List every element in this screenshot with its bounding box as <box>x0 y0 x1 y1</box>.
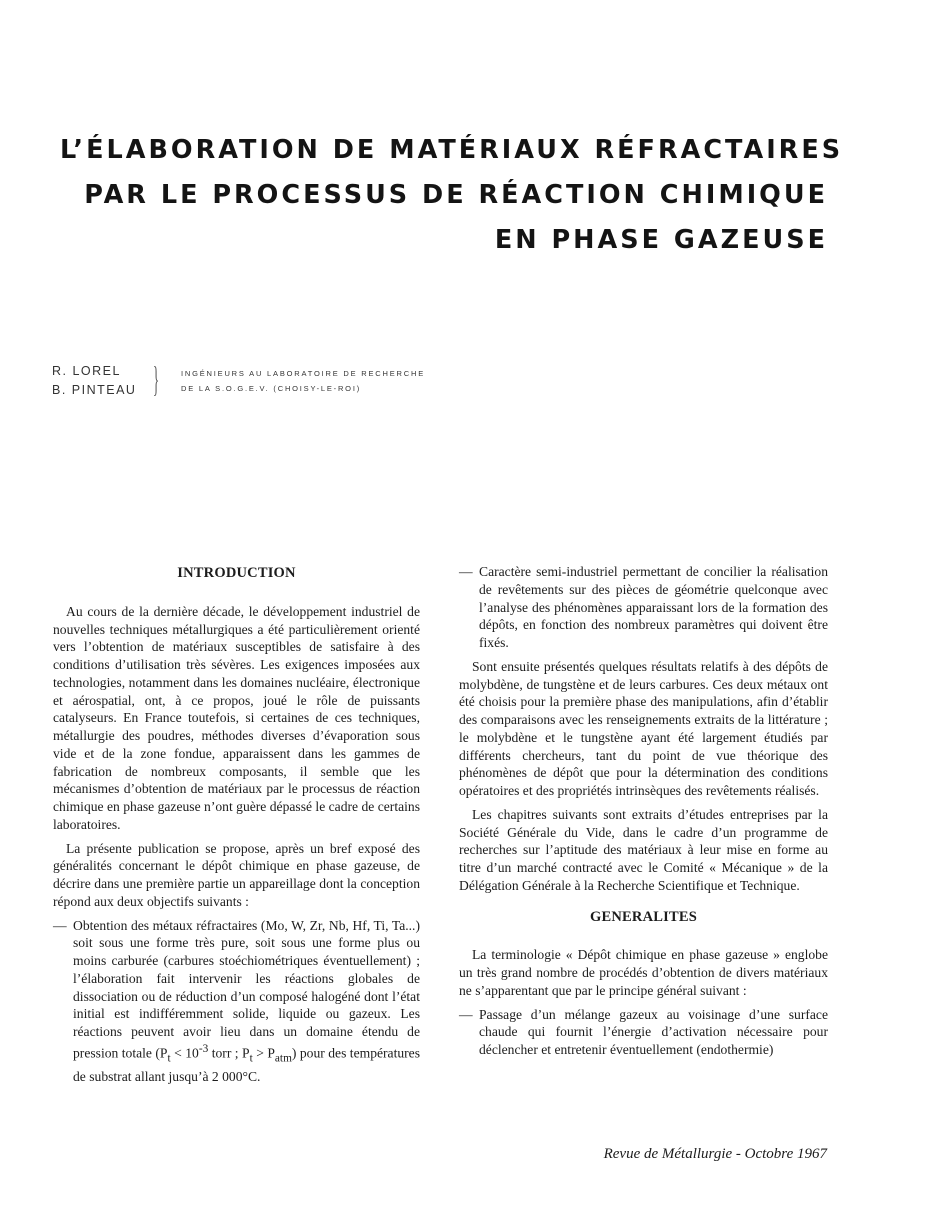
objective-text: Caractère semi-industriel permettant de concilier la réalisation de revêtements sur des pièces de géométrie quelconque avec l’analyse des phénomènes apparaissant lors de la formation des dépôts, en fonction des nombreux paramètres qui doivent être fixés. <box>479 564 828 650</box>
affiliation-line: INGÉNIEURS AU LABORATOIRE DE RECHERCHE <box>181 369 425 378</box>
objective-text: torr ; P <box>208 1045 250 1061</box>
objective-text: < 10 <box>170 1045 199 1061</box>
objective-item <box>459 563 828 652</box>
author-name: B. PINTEAU <box>52 383 137 397</box>
section-heading-introduction: INTRODUCTION <box>177 565 296 581</box>
dash-mark: — <box>459 564 473 579</box>
generalites-item <box>459 1006 828 1059</box>
left-column <box>53 563 420 1092</box>
objective-text: Obtention des métaux réfractaires (Mo, W, Zr, Nb, Hf, Ti, Ta...) soit sous une forme très pure, soit sous une forme plus ou moins carburée (carbures stoéchiométriques éventuellement) ; l’élaboration fait intervenir les réactions globales de dissociation ou de réduction d’un composé halogéné dont l’état initial est indifféremment solide, liquide ou gazeux. Les réactions peuvent avoir lieu dans un domaine étendu de pression totale (P <box>73 917 420 1061</box>
subscript: t <box>167 1052 171 1064</box>
paragraph: Sont ensuite présentés quelques résultats relatifs à des dépôts de molybdène, de tungstène et de leurs carbures. Ces deux métaux ont été choisis pour la première phase des manipulations, afin d’établir des comparaisons avec les renseignements extraits de la littérature ; le molybdène et le tungstène ayant été largement étudiés par différents chercheurs, tant du point de vue théorique des phénomènes de dépôt que pour la détermination des conditions opératoires et des propriétés intrinsèques des revêtements réalisés. <box>459 658 828 798</box>
author-name: R. LOREL <box>52 364 121 378</box>
paragraph: La terminologie « Dépôt chimique en phase gazeuse » englobe un très grand nombre de procédés d’obtention de divers matériaux ne s’apparentant que par le principe général suivant : <box>459 947 828 998</box>
affiliation-line: DE LA S.O.G.E.V. (CHOISY-LE-ROI) <box>181 384 361 393</box>
author-list <box>52 362 136 400</box>
title-line: L’ÉLABORATION DE MATÉRIAUX RÉFRACTAIRES <box>60 135 844 165</box>
title-line: EN PHASE GAZEUSE <box>494 225 828 255</box>
right-column <box>459 563 828 1065</box>
author-brace: } <box>153 359 160 399</box>
article-title <box>60 128 844 263</box>
objective-item <box>53 917 420 1086</box>
author-affiliation <box>181 366 425 396</box>
objective-text: ) pour des températures de substrat allant jusqu’à 2 000°C. <box>73 1045 421 1084</box>
journal-footer: Revue de Métallurgie - Octobre 1967 <box>603 1146 827 1162</box>
dash-mark: — <box>53 917 67 933</box>
section-heading-generalites: GENERALITES <box>590 908 697 925</box>
superscript: -3 <box>198 1042 209 1055</box>
objective-text: > P <box>252 1045 275 1061</box>
paragraph: Au cours de la dernière décade, le développement industriel de nouvelles techniques métallurgiques a été particulièrement orienté vers l’obtention de matériaux susceptibles de satisfaire à des conditions d’utilisation très sévères. Les exigences imposées aux technologies, notamment dans les domaines nucléaire, électronique et aérospatial, ont, à ce propos, joué le rôle de puissants catalyseurs. En France toutefois, si certaines de ces techniques, métallurgie des poudres, méthodes diverses d’évaporation sous vide et de la zone fondue, apparaissent dans les gammes de fabrication de nombreux composants, il semble que les mécanismes d’obtention de matériaux par le processus de réaction chimique en phase gazeuse n’ont guère dépassé le cadre de certains laboratoires. <box>53 603 420 832</box>
paragraph: La présente publication se propose, après un bref exposé des généralités concernant le dépôt chimique en phase gazeuse, de décrire dans une première partie un appareillage dont la conception répond aux deux objectifs suivants : <box>53 840 420 909</box>
title-line: PAR LE PROCESSUS DE RÉACTION CHIMIQUE <box>84 180 828 210</box>
paragraph: Les chapitres suivants sont extraits d’études entreprises par la Société Générale du Vide, dans le cadre d’un programme de recherches sur l’aptitude des matériaux à leur mise en forme au titre d’un marché contracté avec le Comité « Mécanique » de la Délégation Générale à la Recherche Scientifique et Technique. <box>459 806 828 893</box>
subscript: atm <box>274 1052 292 1064</box>
subscript: t <box>249 1052 253 1064</box>
dash-mark: — <box>459 1006 473 1022</box>
generalites-text: Passage d’un mélange gazeux au voisinage d’une surface chaude qui fournit l’énergie d’activation nécessaire pour déclencher et entretenir éventuellement (endothermie) <box>479 1006 828 1057</box>
